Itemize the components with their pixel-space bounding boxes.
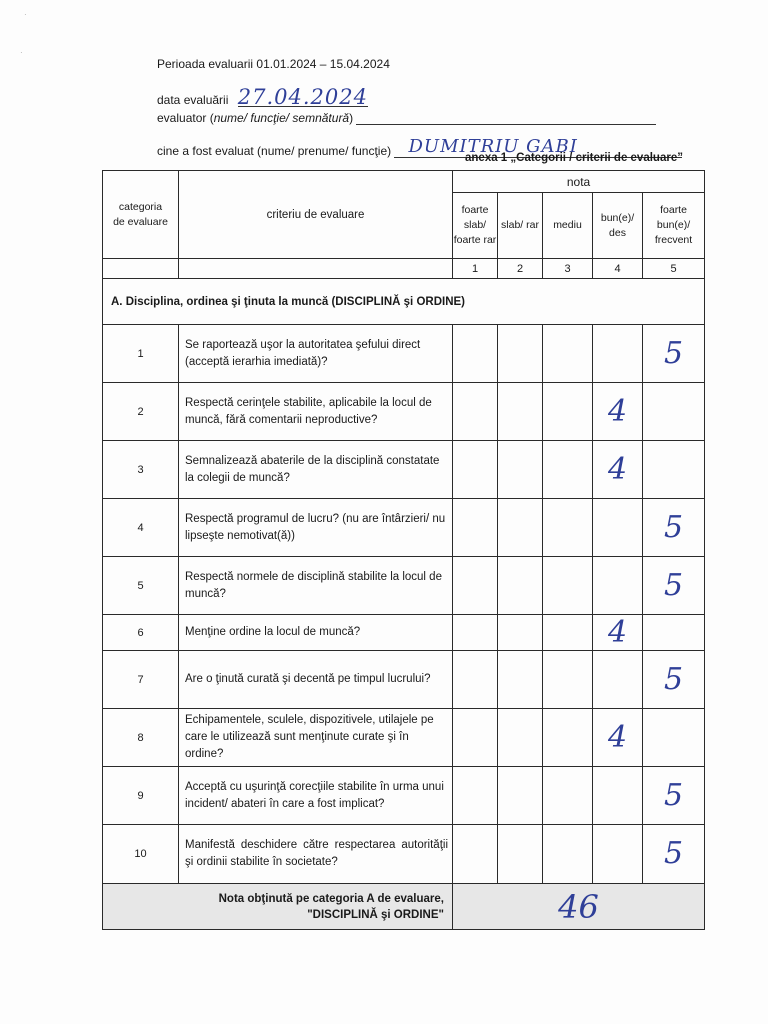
criteria-rows [103, 325, 705, 884]
score-cell-1 [453, 383, 498, 441]
criterion-number: 7 [103, 651, 179, 709]
header-row [103, 171, 705, 193]
evaluator-line [157, 111, 656, 125]
score-cell-2 [498, 767, 543, 825]
score-cell-4 [593, 615, 643, 651]
score-cell-1 [453, 651, 498, 709]
evaluator-label-italic: nume/ funcţie/ semnătură [213, 111, 350, 125]
date-handwritten: 27.04.2024 [237, 85, 368, 109]
handwritten-score: 5 [663, 777, 684, 813]
criterion-text: Manifestă deschidere către respectarea autorităţii şi ordinii stabilite în societate? [179, 825, 453, 884]
handwritten-score: 5 [663, 661, 684, 697]
level-3-header: mediu [543, 193, 593, 259]
criterion-text: Echipamentele, sculele, dispozitivele, utilajele pe care le utilizează sunt menţinute curate şi în ordine? [179, 709, 453, 767]
score-cell-5 [643, 383, 705, 441]
criterion-number: 1 [103, 325, 179, 383]
score-cell-3 [543, 825, 593, 884]
date-label: data evaluării [157, 93, 229, 107]
score-cell-2 [498, 499, 543, 557]
period-value: 01.01.2024 – 15.04.2024 [256, 57, 390, 71]
evaluation-table [102, 170, 705, 930]
score-cell-1 [453, 709, 498, 767]
total-score: 46 [558, 887, 599, 926]
evaluator-field [356, 112, 656, 125]
score-cell-4 [593, 825, 643, 884]
criterion-row [103, 325, 705, 383]
category-header-text: categoria de evaluare [113, 200, 168, 228]
criterion-row [103, 651, 705, 709]
score-cell-4 [593, 767, 643, 825]
total-label-line2: "DISCIPLINĂ şi ORDINE" [307, 908, 444, 921]
level-1-number: 1 [453, 259, 498, 279]
score-cell-5 [643, 557, 705, 615]
criterion-row [103, 709, 705, 767]
score-cell-5 [643, 325, 705, 383]
level-1-header: foarte slab/ foarte rar [453, 193, 498, 259]
criterion-text: Are o ţinută curată şi decentă pe timpul lucrului? [179, 651, 453, 709]
level-5-number: 5 [643, 259, 705, 279]
annex-title: anexa 1 „Categorii / criterii de evaluare” [465, 152, 683, 164]
criterion-text: Semnalizează abaterile de la disciplină constatate la colegii de muncă? [179, 441, 453, 499]
level-4-number: 4 [593, 259, 643, 279]
level-2-number: 2 [498, 259, 543, 279]
score-cell-3 [543, 325, 593, 383]
score-cell-2 [498, 651, 543, 709]
criterion-text: Acceptă cu uşurinţă corecţiile stabilite în urma unui incident/ abateri în care a fost implicat? [179, 767, 453, 825]
criterion-number: 4 [103, 499, 179, 557]
handwritten-score: 4 [607, 451, 628, 487]
criterion-number: 10 [103, 825, 179, 884]
criterion-number: 5 [103, 557, 179, 615]
score-cell-4 [593, 709, 643, 767]
date-field [238, 82, 368, 107]
score-cell-3 [543, 441, 593, 499]
score-cell-3 [543, 767, 593, 825]
section-title: A. Disciplina, ordinea şi ţinuta la muncă (DISCIPLINĂ şi ORDINE) [103, 279, 705, 325]
handwritten-score: 4 [607, 614, 628, 650]
score-cell-2 [498, 709, 543, 767]
score-cell-3 [543, 383, 593, 441]
criterion-number: 9 [103, 767, 179, 825]
level-2-header: slab/ rar [498, 193, 543, 259]
score-cell-2 [498, 325, 543, 383]
level-4-header: bun(e)/ des [593, 193, 643, 259]
score-cell-3 [543, 709, 593, 767]
score-cell-4 [593, 557, 643, 615]
total-label-line1: Nota obţinută pe categoria A de evaluare, [218, 892, 444, 905]
criterion-text: Respectă normele de disciplină stabilite la locul de muncă? [179, 557, 453, 615]
total-row [103, 884, 705, 930]
total-value-cell [453, 884, 705, 930]
evaluation-date [157, 82, 368, 107]
criterion-number: 2 [103, 383, 179, 441]
handwritten-score: 5 [663, 509, 684, 545]
criterion-row [103, 825, 705, 884]
evaluator-label-suffix: ) [349, 111, 354, 125]
scan-speck: · [20, 48, 23, 57]
criterion-row [103, 383, 705, 441]
handwritten-score: 5 [663, 836, 684, 871]
criterion-header: criteriu de evaluare [179, 171, 453, 259]
blank-cell [103, 259, 179, 279]
score-cell-5 [643, 441, 705, 499]
criterion-text: Se raportează uşor la autoritatea şefului direct (acceptă ierarhia imediată)? [179, 325, 453, 383]
criterion-number: 8 [103, 709, 179, 767]
criterion-row [103, 499, 705, 557]
score-cell-4 [593, 499, 643, 557]
level-3-number: 3 [543, 259, 593, 279]
evaluator-label-prefix: evaluator ( [157, 111, 214, 125]
score-cell-2 [498, 383, 543, 441]
grade-header: nota [453, 171, 705, 193]
period-label: Perioada evaluarii [157, 57, 254, 71]
score-cell-5 [643, 767, 705, 825]
score-cell-1 [453, 615, 498, 651]
level-numbers-row [103, 259, 705, 279]
score-cell-3 [543, 499, 593, 557]
score-cell-3 [543, 557, 593, 615]
score-cell-1 [453, 767, 498, 825]
score-cell-5 [643, 651, 705, 709]
score-cell-5 [643, 709, 705, 767]
handwritten-score: 4 [607, 719, 628, 755]
criterion-text: Respectă programul de lucru? (nu are întârzieri/ nu lipseşte nemotivat(ă)) [179, 499, 453, 557]
blank-cell [179, 259, 453, 279]
score-cell-1 [453, 499, 498, 557]
score-cell-4 [593, 441, 643, 499]
criterion-row [103, 767, 705, 825]
handwritten-score: 4 [607, 393, 628, 429]
evaluated-label: cine a fost evaluat (nume/ prenume/ funcţie) [157, 144, 392, 158]
score-cell-1 [453, 441, 498, 499]
handwritten-score: 5 [663, 335, 684, 371]
section-row [103, 279, 705, 325]
score-cell-2 [498, 825, 543, 884]
criterion-row [103, 557, 705, 615]
total-label [103, 884, 453, 930]
score-cell-5 [643, 499, 705, 557]
score-cell-4 [593, 651, 643, 709]
evaluated-handwritten: DUMITRIU GABI [408, 136, 578, 157]
level-5-header: foarte bun(e)/ frecvent [643, 193, 705, 259]
score-cell-1 [453, 325, 498, 383]
criterion-number: 3 [103, 441, 179, 499]
score-cell-2 [498, 441, 543, 499]
scan-speck: · [24, 10, 27, 19]
criterion-row [103, 441, 705, 499]
score-cell-1 [453, 557, 498, 615]
handwritten-score: 5 [663, 567, 684, 603]
score-cell-2 [498, 557, 543, 615]
criterion-number: 6 [103, 615, 179, 651]
evaluation-period [157, 57, 390, 71]
criterion-text: Menţine ordine la locul de muncă? [179, 615, 453, 651]
criterion-text: Respectă cerinţele stabilite, aplicabile la locul de muncă, fără comentarii neproductive? [179, 383, 453, 441]
criterion-row [103, 615, 705, 651]
score-cell-4 [593, 325, 643, 383]
score-cell-2 [498, 615, 543, 651]
score-cell-5 [643, 615, 705, 651]
score-cell-1 [453, 825, 498, 884]
score-cell-5 [643, 825, 705, 884]
score-cell-4 [593, 383, 643, 441]
category-header [103, 171, 179, 259]
score-cell-3 [543, 615, 593, 651]
score-cell-3 [543, 651, 593, 709]
